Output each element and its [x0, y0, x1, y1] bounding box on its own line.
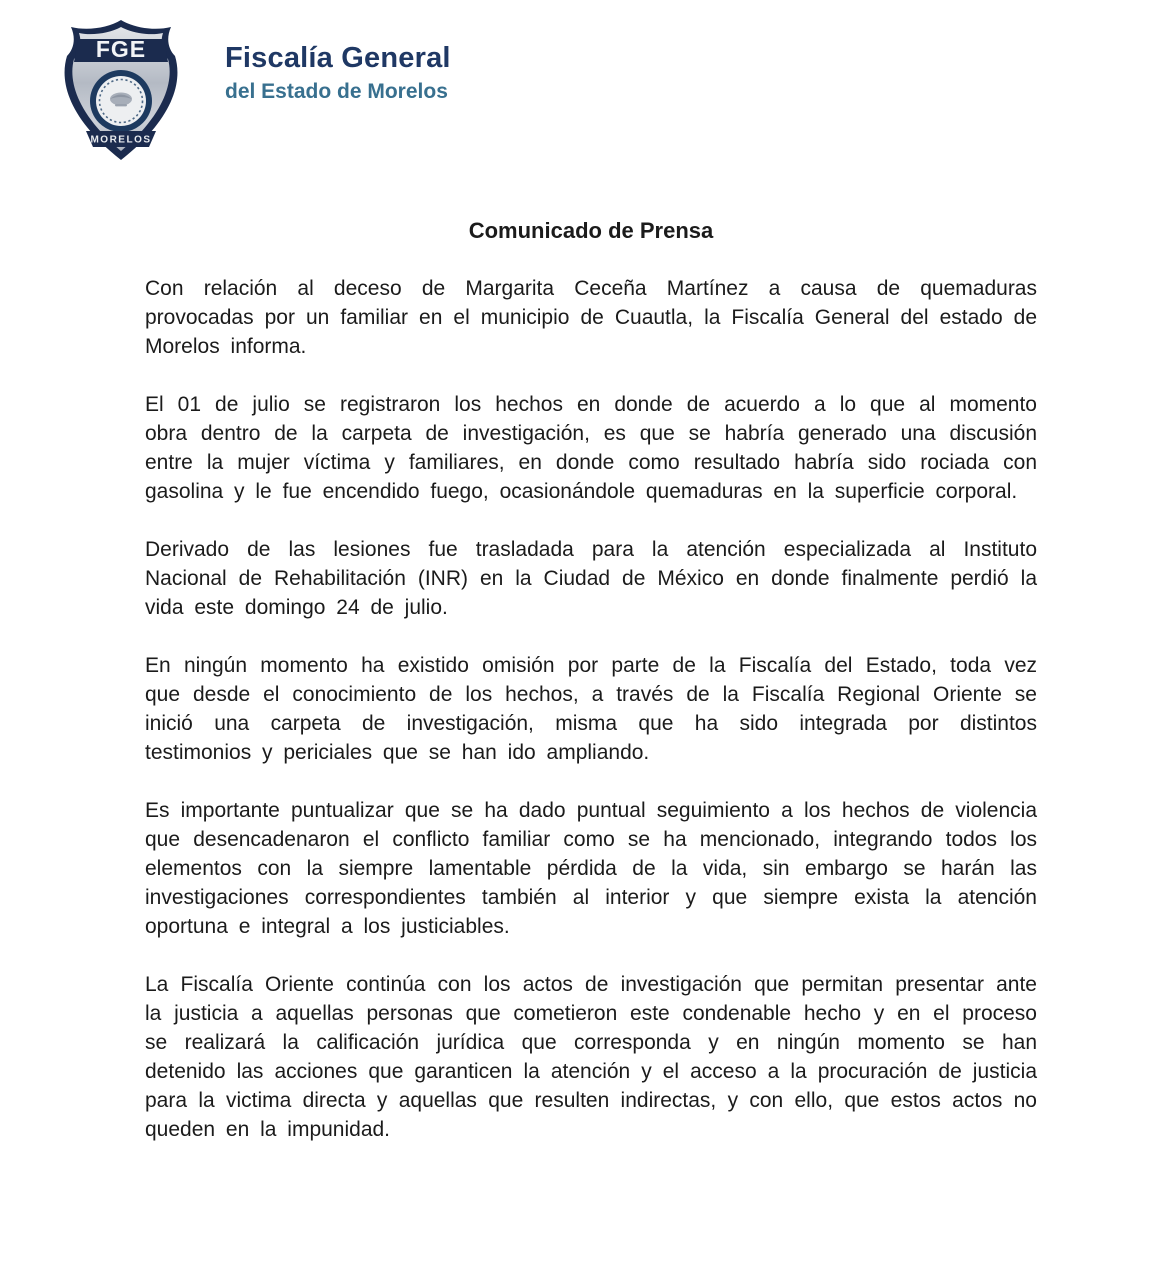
paragraph-1: Con relación al deceso de Margarita Ceceña Martínez a causa de quemaduras provocadas por un familiar en el municipio de Cuautla, la Fiscalía General del estado de Morelos informa. [145, 277, 1037, 358]
paragraph-4: En ningún momento ha existido omisión por parte de la Fiscalía del Estado, toda vez que desde el conocimiento de los hechos, a través de la Fiscalía Regional Oriente se inició una carpeta de investigación, misma que ha sido integrada por distintos testimonios y periciales que se han ido ampliando. [145, 654, 1037, 764]
paragraph-6: La Fiscalía Oriente continúa con los actos de investigación que permitan presentar ante la justicia a aquellas personas que cometieron este condenable hecho y en el proceso se realizará la calificación jurídica que corresponda y en ningún momento se han detenido las acciones que garanticen la atención y el acceso a la procuración de justicia para la victima directa y aquellas que resulten indirectas, y con ello, que estos actos no queden en la impunidad. [145, 973, 1037, 1141]
badge-bottom-label: MORELOS [90, 134, 152, 146]
document-body [145, 218, 1037, 1173]
fge-shield-badge-icon [55, 16, 187, 164]
paragraph-5: Es importante puntualizar que se ha dado puntual seguimiento a los hechos de violencia que desencadenaron el conflicto familiar como se ha mencionado, integrando todos los elementos con la siempre lamentable pérdida de la vida, sin embargo se harán las investigaciones correspondientes también al interior y que siempre exista la atención oportuna e integral a los justiciables. [145, 799, 1037, 938]
paragraph-3: Derivado de las lesiones fue trasladada para la atención especializada al Instituto Nacional de Rehabilitación (INR) en la Ciudad de México en donde finalmente perdió la vida este domingo 24 de julio. [145, 538, 1037, 619]
paragraph-2: El 01 de julio se registraron los hechos en donde de acuerdo a lo que al momento obra dentro de la carpeta de investigación, es que se habría generado una discusión entre la mujer víctima y familiares, en donde como resultado habría sido rociada con gasolina y le fue encendido fuego, ocasionándole quemaduras en la superficie corporal. [145, 393, 1037, 503]
org-title-block [225, 16, 451, 106]
badge-top-label: FGE [95, 36, 147, 62]
org-subtitle: del Estado de Morelos [225, 80, 448, 104]
letterhead [55, 16, 451, 164]
org-name: Fiscalía General [225, 42, 451, 74]
document-title: Comunicado de Prensa [468, 218, 714, 243]
